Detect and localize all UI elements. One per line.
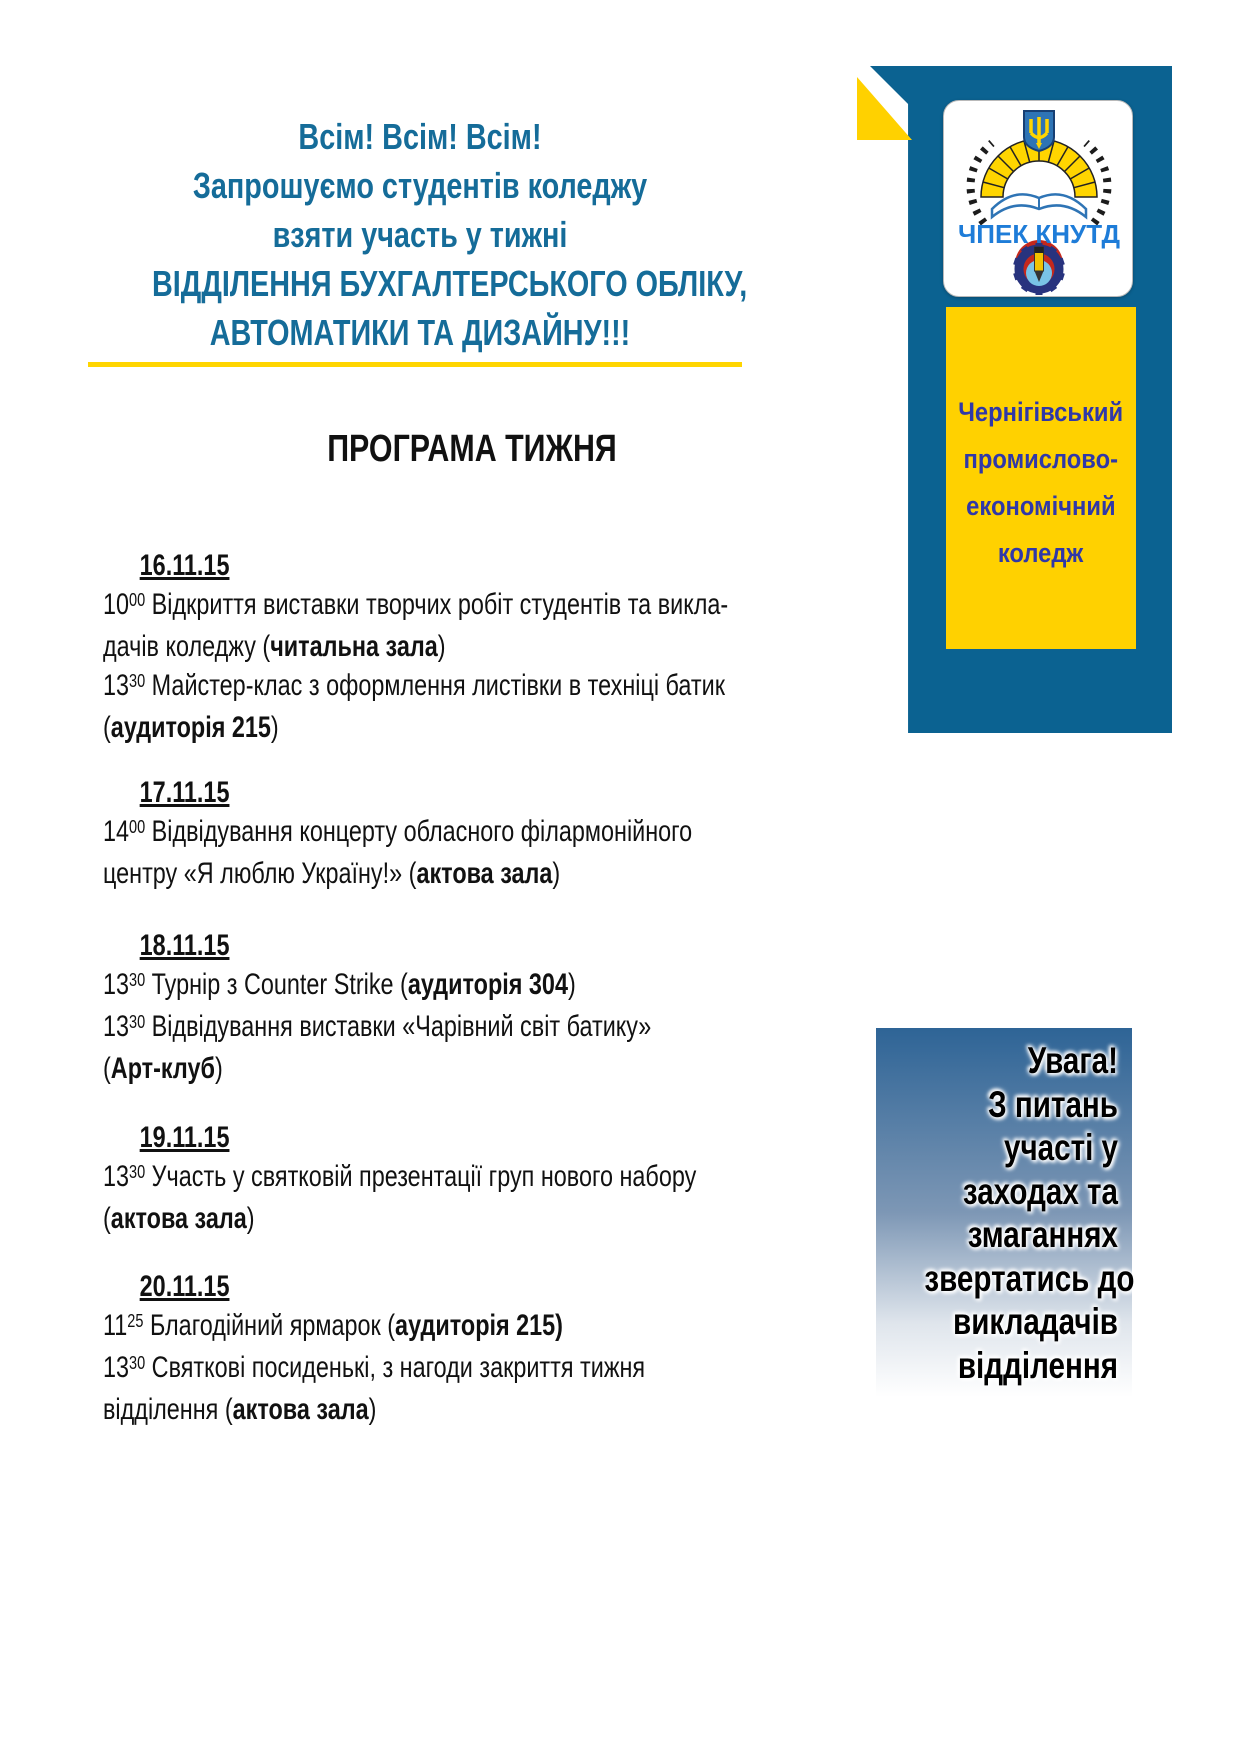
college-name-box — [946, 307, 1136, 649]
college-name-line: Чернігівський — [958, 397, 1124, 427]
section-date: 16.11.15 — [139, 549, 230, 582]
trident-shield-icon — [1024, 111, 1054, 151]
header-line: взяти участь у тижні — [272, 214, 568, 255]
event-line: $13^{30}$ Відвідування виставки «Чарівний світ батику» — [103, 1010, 652, 1043]
event-line: (Арт-клуб) — [103, 1052, 223, 1085]
notice-line: участі у — [1004, 1127, 1118, 1168]
college-name-line: промислово- — [963, 444, 1119, 474]
event-line: $10^{00}$ Відкриття виставки творчих робіт студентів та викла- — [103, 588, 729, 621]
college-emblem-card — [943, 100, 1133, 297]
notice-line: заходах та — [962, 1170, 1118, 1212]
schedule-section — [103, 773, 805, 893]
notice-line: З питань — [988, 1083, 1118, 1125]
event-line: відділення (актова зала) — [103, 1393, 377, 1426]
section-date: 18.11.15 — [139, 929, 230, 962]
section-date: 17.11.15 — [139, 776, 230, 809]
header-underline-rule — [88, 362, 742, 367]
notice-line: відділення — [957, 1344, 1118, 1386]
event-line: $11^{25}$ Благодійний ярмарок (аудиторія 215) — [103, 1309, 563, 1342]
schedule-section — [103, 1267, 805, 1429]
schedule-section — [103, 1118, 805, 1238]
invitation-header — [152, 112, 748, 357]
event-line: центру «Я люблю Україну!» (актова зала) — [103, 857, 561, 890]
event-line: $13^{30}$ Майстер-клас з оформлення листівки в техніці батик — [103, 669, 725, 702]
event-line: $14^{00}$ Відвідування концерту обласного філармонійного — [103, 815, 693, 848]
event-line: (аудиторія 215) — [103, 711, 279, 744]
event-line: $13^{30}$ Святкові посиденькі, з нагоди закриття тижня — [103, 1351, 646, 1384]
event-line: дачів коледжу (читальна зала) — [103, 630, 446, 663]
header-line: ВІДДІЛЕННЯ БУХГАЛТЕРСЬКОГО ОБЛІКУ, — [152, 263, 748, 304]
emblem-caption: ЧПЕК КНУТД — [958, 219, 1120, 249]
event-line: $13^{30}$ Участь у святковій презентації груп нового набору — [103, 1160, 697, 1193]
schedule-section — [103, 546, 805, 747]
college-name-line: коледж — [998, 538, 1084, 568]
college-name-line: економічний — [966, 491, 1116, 521]
header-line: АВТОМАТИКИ ТА ДИЗАЙНУ!!! — [209, 312, 631, 353]
event-line: (актова зала) — [103, 1202, 255, 1235]
notice-line: звертатись до — [924, 1257, 1135, 1299]
header-line: Запрошуємо студентів коледжу — [192, 165, 648, 206]
college-emblem-icon — [944, 101, 1133, 297]
program-title: ПРОГРАМА ТИЖНЯ — [327, 428, 617, 470]
section-date: 20.11.15 — [139, 1270, 230, 1303]
section-date: 19.11.15 — [139, 1121, 230, 1154]
attention-notice-box — [876, 1028, 1135, 1438]
schedule-section — [103, 926, 805, 1088]
notice-line: Увага! — [1027, 1040, 1118, 1081]
header-line: Всім! Всім! Всім! — [298, 116, 542, 157]
notice-line: змаганнях — [967, 1214, 1118, 1255]
notice-line: викладачів — [953, 1301, 1118, 1342]
open-book-icon — [992, 194, 1086, 217]
event-line: $13^{30}$ Турнір з Counter Strike (аудиторія 304) — [103, 968, 576, 1001]
